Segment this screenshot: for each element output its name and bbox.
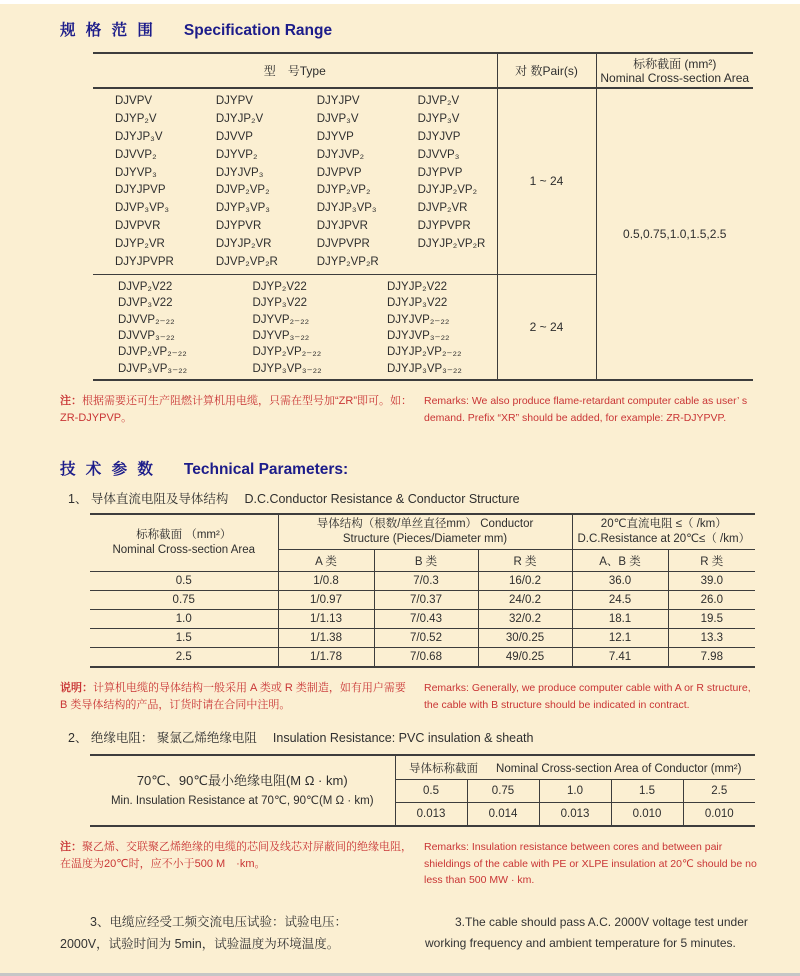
t3-header-row <box>90 755 755 780</box>
cable-type: DJVPV <box>115 95 153 107</box>
cable-type: DJYJPVP <box>115 184 166 197</box>
table-row <box>90 591 755 610</box>
cable-type: DJYPVR <box>215 220 262 233</box>
cell: 24.5 <box>572 591 668 610</box>
voltage-test-paragraph <box>60 912 772 956</box>
conductor-resistance-table <box>90 513 755 668</box>
note-zh-label: 说明： <box>60 682 93 695</box>
t2-nominal-header <box>90 514 278 572</box>
t2-col-r2: R 类 <box>668 550 755 572</box>
item2-heading <box>68 728 800 746</box>
header-nominal <box>596 53 753 88</box>
t3-header-en: Nominal Cross-section Area of Conductor (mm²) <box>496 762 742 775</box>
header-type: 型 号Type <box>93 53 497 88</box>
cell: 1/0.8 <box>278 572 374 591</box>
t3-left-en: Min. Insulation Resistance at 70℃, 90℃(M Ω · km) <box>110 795 374 808</box>
t2-structure-zh: 导体结构（根数/单丝直径mm） Conductor <box>316 518 534 531</box>
technical-parameters-title <box>60 457 800 479</box>
cable-type: DJYPVP <box>417 166 463 179</box>
spec-range-title <box>60 18 800 40</box>
cell: 16/0.2 <box>478 572 572 591</box>
t2-col-ab: A、B 类 <box>572 550 668 572</box>
cell: 0.013 <box>539 803 611 827</box>
cable-type: DJVP₃VP₃₋₂₂ <box>118 362 188 375</box>
t3-left-header <box>90 755 395 826</box>
note-zh <box>60 393 412 427</box>
cable-type: DJYP₂V22 <box>252 280 307 293</box>
cable-type: DJYP₂VP₂₋₂₂ <box>252 346 322 359</box>
t2-resistance-header <box>572 514 755 550</box>
t2-nominal-en: Nominal Cross-section Area <box>112 544 256 557</box>
cable-type: DJYP₂VP₂R <box>316 256 379 269</box>
cell: 32/0.2 <box>478 610 572 629</box>
cable-type: DJVVP₃ <box>417 148 460 161</box>
voltage-test-en: 3.The cable should pass A.C. 2000V voltage test under working frequency and ambient temperature for 5 minutes. <box>425 915 748 951</box>
cable-type: DJVPVR <box>115 220 161 233</box>
t3-left-zh: 70℃、90℃最小绝缘电阻(M Ω · km) <box>136 773 348 789</box>
cable-type: DJYP₂VR <box>115 238 165 251</box>
cable-type: DJVP₂VP₂R <box>215 256 278 269</box>
cable-type: DJYJP₃VP₃ <box>316 202 377 215</box>
t2-nominal-zh: 标称截面 （mm²） <box>136 529 232 542</box>
cable-type: DJYJVP₂₋₂₂ <box>387 313 450 326</box>
header-nominal-zh: 标称截面 (mm²) <box>633 56 717 71</box>
cable-type: DJVVP₂ <box>115 148 157 161</box>
cable-type: DJYJP₃V <box>115 130 163 143</box>
cable-type: DJYJVP₃₋₂₂ <box>387 330 450 343</box>
cell: 2.5 <box>683 780 755 803</box>
cable-type: DJYJVP <box>417 130 461 143</box>
cell: 7/0.68 <box>374 648 478 668</box>
block2-type-grid <box>93 275 497 379</box>
table-row <box>90 572 755 591</box>
spec-range-table <box>93 52 753 381</box>
cell: 12.1 <box>572 629 668 648</box>
cell: 39.0 <box>668 572 755 591</box>
cell: 7.41 <box>572 648 668 668</box>
cell: 1/1.13 <box>278 610 374 629</box>
block2-pairs-value: 2 ~ 24 <box>497 274 596 380</box>
cell: 7/0.43 <box>374 610 478 629</box>
cable-type: DJVP₂VP₂₋₂₂ <box>118 346 187 359</box>
cable-type: DJVP₂V <box>417 95 460 107</box>
tech-title-zh: 技 术 参 数 <box>60 461 156 479</box>
conductor-structure-note <box>60 680 766 714</box>
cable-type: DJYP₃V22 <box>252 297 308 310</box>
t3-header-zh: 导体标称截面 <box>409 762 479 775</box>
cable-type: DJYP₃VP₃ <box>215 202 270 215</box>
t2-structure-header <box>278 514 572 550</box>
cable-type: DJYVP₂ <box>215 148 258 161</box>
item1-heading <box>68 489 800 507</box>
cell: 24/0.2 <box>478 591 572 610</box>
cell: 0.013 <box>395 803 467 827</box>
cell: 7/0.37 <box>374 591 478 610</box>
table-row <box>90 610 755 629</box>
note-zh-text: 聚乙烯、交联聚乙烯绝缘的电缆的芯间及线芯对屏蔽间的绝缘电阻，在温度为20℃时，应不小于500 M ·km。 <box>60 841 412 871</box>
cell: 1/1.78 <box>278 648 374 668</box>
cell: 1.0 <box>539 780 611 803</box>
t2-col-a: A 类 <box>278 550 374 572</box>
block1-type-grid <box>93 89 497 274</box>
cable-type: DJYJPVR <box>316 220 368 233</box>
note-zh <box>60 680 412 714</box>
cell: 0.5 <box>395 780 467 803</box>
note-en: Remarks: We also produce flame-retardant computer cable as user’ s demand. Prefix “XR” should be added, for example: ZR-DJYPVP. <box>424 395 748 424</box>
block1-types-cell <box>93 88 497 274</box>
cell: 1.5 <box>611 780 683 803</box>
spec-range-title-zh: 规 格 范 围 <box>60 22 156 39</box>
cell: 1/1.38 <box>278 629 374 648</box>
spec-table-block1-row <box>93 88 753 274</box>
cable-type: DJVP₂VR <box>417 202 468 215</box>
cell: 1.5 <box>90 629 278 648</box>
header-pairs: 对 数Pair(s) <box>497 53 596 88</box>
cable-type: DJYJPV <box>316 95 360 107</box>
t2-resistance-en: D.C.Resistance at 20℃≤（ /km） <box>577 533 751 546</box>
cell: 36.0 <box>572 572 668 591</box>
cable-type: DJYP₂V <box>115 112 157 125</box>
cable-type: DJYP₃V <box>417 112 460 125</box>
insulation-note <box>60 839 766 888</box>
note-zh-label: 注： <box>60 395 82 408</box>
cable-type: DJYJVP₂ <box>316 148 365 161</box>
cable-type: DJVP₃V22 <box>118 297 173 310</box>
cell: 49/0.25 <box>478 648 572 668</box>
insulation-resistance-table <box>90 754 755 827</box>
cell: 7.98 <box>668 648 755 668</box>
cable-type: DJYP₂VP₂ <box>316 184 371 197</box>
item2-heading-en: Insulation Resistance: PVC insulation & sheath <box>272 731 534 746</box>
cell: 7/0.3 <box>374 572 478 591</box>
cable-type: DJYJP₂V22 <box>387 280 448 293</box>
cable-type: DJVVP₂₋₂₂ <box>118 313 175 326</box>
cell: 19.5 <box>668 610 755 629</box>
cable-type: DJYVP₃₋₂₂ <box>252 330 310 343</box>
note-zh-text: 根据需要还可生产阻燃计算机用电缆，只需在型号加“ZR”即可。如：ZR-DJYPVP。 <box>60 395 412 425</box>
t2-col-r: R 类 <box>478 550 572 572</box>
cell: 18.1 <box>572 610 668 629</box>
cable-type: DJVP₃VP₃ <box>115 202 170 215</box>
cable-type: DJVPVPR <box>316 238 370 251</box>
cell: 26.0 <box>668 591 755 610</box>
block1-pairs-value: 1 ~ 24 <box>497 88 596 274</box>
cable-type: DJYJVP₃ <box>215 166 264 179</box>
note-zh-text: 计算机电缆的导体结构一般采用 A 类或 R 类制造，如有用户需要 B 类导体结构的产品，订货时请在合同中注明。 <box>60 682 406 712</box>
cable-type: DJVP₃V <box>316 112 359 125</box>
cable-type: DJYPVPR <box>417 220 471 233</box>
cable-type: DJYJP₂VP₂ <box>417 184 478 197</box>
voltage-test-zh: 3、电缆应经受工频交流电压试验：试验电压：2000V，试验时间为 5min，试验温度为环境温度。 <box>60 915 347 952</box>
tech-title-en: Technical Parameters: <box>183 461 349 479</box>
cell: 0.5 <box>90 572 278 591</box>
cable-type: DJYJP₂VP₂₋₂₂ <box>387 346 462 359</box>
cable-type: DJVVP₃₋₂₂ <box>118 330 175 343</box>
page-top-margin <box>0 0 800 4</box>
cell: 0.75 <box>467 780 539 803</box>
cable-type: DJYJP₂VR <box>215 238 272 251</box>
nominal-cross-section-value: 0.5,0.75,1.0,1.5,2.5 <box>596 88 753 380</box>
note-en: Remarks: Generally, we produce computer cable with A or R structure, the cable with B structure should be indicated in contract. <box>424 682 751 711</box>
cable-type: DJYJP₃V22 <box>387 297 448 310</box>
cell: 2.5 <box>90 648 278 668</box>
cable-type <box>396 254 497 272</box>
t2-group-header-row <box>90 514 755 550</box>
cable-type: DJYVP <box>316 130 354 143</box>
t3-conductor-header <box>395 755 755 780</box>
spec-range-note <box>60 393 766 427</box>
cell: 1.0 <box>90 610 278 629</box>
cell: 0.75 <box>90 591 278 610</box>
t2-structure-en: Structure (Pieces/Diameter mm) <box>342 533 508 546</box>
item1-heading-en: D.C.Conductor Resistance & Conductor Structure <box>244 492 520 507</box>
spec-table-header-row <box>93 53 753 88</box>
t2-resistance-zh: 20℃直流电阻 ≤（ /km） <box>600 518 727 531</box>
cable-type: DJYJP₂VP₂R <box>417 238 486 251</box>
spec-range-title-en: Specification Range <box>183 22 333 39</box>
cable-type: DJVPVP <box>316 166 362 179</box>
table-row <box>90 629 755 648</box>
item1-heading-zh: 1、 导体直流电阻及导体结构 <box>68 492 229 507</box>
cable-type: DJYJP₃VP₃₋₂₂ <box>387 362 462 375</box>
cell: 0.014 <box>467 803 539 827</box>
cell: 0.010 <box>683 803 755 827</box>
cable-type: DJVP₂VP₂ <box>215 184 270 197</box>
cell: 1/0.97 <box>278 591 374 610</box>
item2-heading-zh: 2、 绝缘电阻： 聚氯乙烯绝缘电阻 <box>68 731 257 746</box>
cable-type: DJYVP₂₋₂₂ <box>252 313 310 326</box>
note-zh <box>60 839 412 888</box>
block2-types-cell <box>93 274 497 380</box>
note-en: Remarks: Insulation resistance between cores and between pair shieldings of the cable with PE or XLPE insulation at 20℃ should be no less than 500 MW · km. <box>424 841 757 886</box>
cable-type: DJVP₂V22 <box>118 280 173 293</box>
cell: 13.3 <box>668 629 755 648</box>
cell: 30/0.25 <box>478 629 572 648</box>
cable-type: DJYP₃VP₃₋₂₂ <box>252 362 322 375</box>
cell: 0.010 <box>611 803 683 827</box>
cell: 7/0.52 <box>374 629 478 648</box>
cable-type: DJYJP₂V <box>215 112 264 125</box>
header-nominal-en: Nominal Cross-section Area <box>600 70 750 85</box>
cable-type: DJVVP <box>215 130 253 143</box>
cable-type: DJYJPVPR <box>115 256 174 269</box>
t2-col-b: B 类 <box>374 550 478 572</box>
cable-type: DJYVP₃ <box>115 166 157 179</box>
note-zh-label: 注： <box>60 841 82 854</box>
table-row <box>90 648 755 668</box>
cable-type: DJYPV <box>215 95 253 107</box>
